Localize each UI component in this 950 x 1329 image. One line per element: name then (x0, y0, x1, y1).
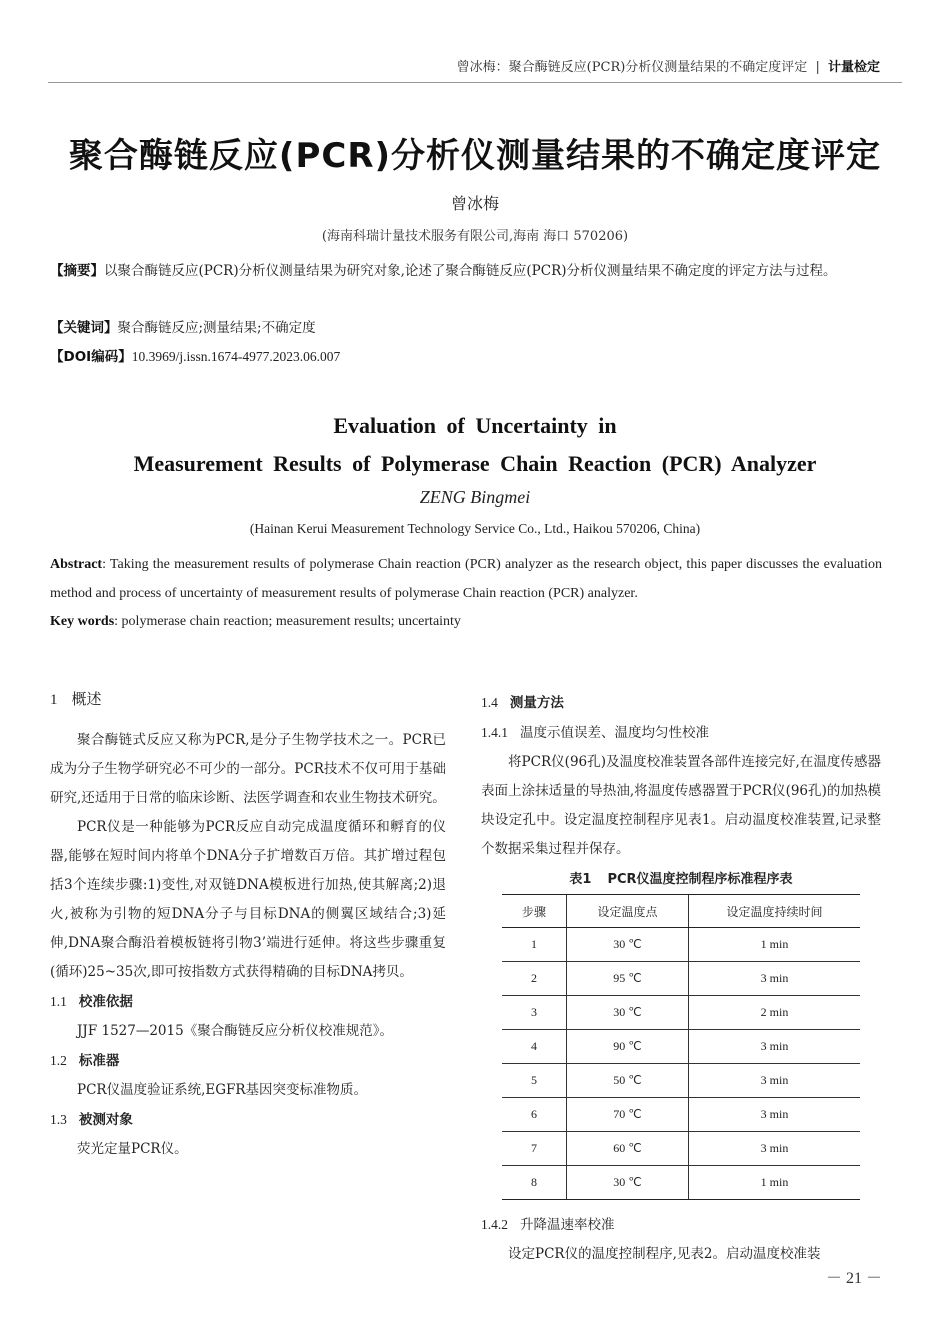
doi (50, 343, 882, 371)
section-1-number: 1 (50, 692, 58, 708)
table-cell-temp: 95 ℃ (567, 962, 689, 996)
table-cell-duration: 3 min (689, 962, 861, 996)
section-1-1-title: 校准依据 (78, 994, 133, 1010)
section-1-4-2-title: 升降温速率校准 (520, 1217, 615, 1233)
table-cell-step: 3 (502, 996, 567, 1030)
section-1-4-2-number: 1.4.2 (481, 1217, 508, 1232)
table-1-title: PCR仪温度控制程序标准程序表 (607, 872, 793, 887)
table-cell-temp: 50 ℃ (567, 1064, 689, 1098)
section-1-4-1-title: 温度示值误差、温度均匀性校准 (520, 725, 709, 741)
section-1-4-1-number: 1.4.1 (481, 725, 508, 740)
title-en (0, 407, 950, 483)
abstract-en-tag: Abstract (50, 557, 103, 572)
keywords-en (50, 607, 882, 636)
section-1-2-heading (50, 1046, 446, 1076)
header-rule (48, 82, 902, 83)
running-head-article: 曾冰梅：聚合酶链反应(PCR)分析仪测量结果的不确定度评定 (456, 60, 808, 75)
section-1-4-2-text: 设定PCR仪的温度控制程序,见表2。启动温度校准装 (508, 1246, 821, 1262)
title-en-line-2: Measurement Results of Polymerase Chain Reaction (PCR) Analyzer (133, 451, 817, 476)
keywords-en-text: : polymerase chain reaction; measurement results; uncertainty (114, 614, 461, 629)
section-1-2-text: PCR仪温度验证系统,EGFR基因突变标准物质。 (77, 1082, 368, 1098)
title-cn: 聚合酶链反应(PCR)分析仪测量结果的不确定度评定 (68, 136, 882, 176)
table-1 (502, 894, 860, 1200)
table-cell-duration: 3 min (689, 1030, 861, 1064)
table-cell-step: 5 (502, 1064, 567, 1098)
section-1-heading (50, 688, 446, 711)
table-row (502, 1132, 860, 1166)
table-cell-duration: 2 min (689, 996, 861, 1030)
table-cell-step: 4 (502, 1030, 567, 1064)
abstract-cn (50, 257, 882, 285)
section-1-1-text: JJF 1527—2015《聚合酶链反应分析仪校准规范》。 (77, 1023, 393, 1039)
table-cell-step: 7 (502, 1132, 567, 1166)
table-cell-step: 6 (502, 1098, 567, 1132)
section-1-2-title: 标准器 (78, 1053, 120, 1069)
table-row (502, 928, 860, 962)
section-1-4-number: 1.4 (481, 695, 498, 710)
doi-text: 10.3969/j.issn.1674-4977.2023.06.007 (131, 349, 341, 364)
section-1-title: 概述 (71, 690, 102, 708)
table-row (502, 1166, 860, 1200)
table-cell-temp: 30 ℃ (567, 996, 689, 1030)
table-row (502, 996, 860, 1030)
title-en-line-1: Evaluation of Uncertainty in (333, 413, 617, 438)
section-1-4-1-text: 将PCR仪(96孔)及温度校准装置各部件连接完好,在温度传感器表面上涂抹适量的导热油,将温度传感器置于PCR仪(96孔)的加热模块设定孔中。设定温度控制程序见表1。启动温度校准装置,记录整个数据采集过程并保存。 (481, 754, 881, 857)
table-cell-duration: 3 min (689, 1064, 861, 1098)
running-head-separator: | (815, 60, 820, 75)
table-cell-duration: 3 min (689, 1132, 861, 1166)
section-1-3-text: 荧光定量PCR仪。 (77, 1141, 188, 1157)
table-1-number: 表1 (569, 872, 592, 887)
running-head (457, 56, 880, 75)
section-1-4-title: 测量方法 (509, 695, 564, 711)
keywords-cn-tag: 【关键词】 (50, 320, 118, 336)
table-row (502, 1098, 860, 1132)
right-column (481, 688, 881, 1269)
section-1-3-number: 1.3 (50, 1112, 67, 1127)
section-1-4-2-heading (481, 1210, 881, 1240)
table-row (502, 1064, 860, 1098)
running-head-column: 计量检定 (827, 60, 880, 75)
table-cell-temp: 60 ℃ (567, 1132, 689, 1166)
section-1-4-1-heading (481, 718, 881, 748)
section-1-4-heading (481, 688, 881, 718)
table-header-step: 步骤 (502, 895, 567, 928)
table-cell-step: 8 (502, 1166, 567, 1200)
overview-paragraph-2: PCR仪是一种能够为PCR反应自动完成温度循环和孵育的仪器,能够在短时间内将单个DNA分子扩增数百万倍。其扩增过程包括3个连续步骤:1)变性,对双链DNA模板进行加热,使其解离;2)退火,被称为引物的短DNA分子与目标DNA的侧翼区域结合;3)延伸,DNA聚合酶沿着模板链将引物3’端进行延伸。将这些步骤重复(循环)25~35次,即可按指数方式获得精确的目标DNA拷贝。 (50, 819, 446, 980)
table-cell-duration: 3 min (689, 1098, 861, 1132)
table-cell-duration: 1 min (689, 928, 861, 962)
table-cell-step: 1 (502, 928, 567, 962)
table-cell-temp: 30 ℃ (567, 928, 689, 962)
doi-tag: 【DOI编码】 (50, 349, 132, 365)
keywords-cn (50, 314, 882, 342)
section-1-2-number: 1.2 (50, 1053, 67, 1068)
section-1-3-heading (50, 1105, 446, 1135)
table-cell-step: 2 (502, 962, 567, 996)
table-cell-temp: 90 ℃ (567, 1030, 689, 1064)
table-cell-duration: 1 min (689, 1166, 861, 1200)
table-header-set-temp: 设定温度点 (567, 895, 689, 928)
affiliation-en: (Hainan Kerui Measurement Technology Service Co., Ltd., Haikou 570206, China) (249, 521, 701, 536)
abstract-cn-tag: 【摘要】 (50, 263, 104, 279)
left-column (50, 688, 446, 1164)
author-cn: 曾冰梅 (450, 194, 499, 213)
table-cell-temp: 30 ℃ (567, 1166, 689, 1200)
section-1-1-number: 1.1 (50, 994, 67, 1009)
section-1-1-heading (50, 987, 446, 1017)
author-en: ZENG Bingmei (419, 487, 531, 507)
abstract-en (50, 550, 882, 608)
overview-paragraph-1: 聚合酶链式反应又称为PCR,是分子生物学技术之一。PCR已成为分子生物学研究必不可少的一部分。PCR技术不仅可用于基础研究,还适用于日常的临床诊断、法医学调查和农业生物技术研究。 (50, 732, 446, 806)
table-cell-temp: 70 ℃ (567, 1098, 689, 1132)
keywords-cn-text: 聚合酶链反应;测量结果;不确定度 (117, 320, 316, 336)
table-header-duration: 设定温度持续时间 (689, 895, 861, 928)
table-header-row (502, 895, 860, 928)
table-row (502, 962, 860, 996)
table-1-caption (481, 866, 881, 894)
page-number: － 21 － (825, 1270, 882, 1287)
table-row (502, 1030, 860, 1064)
keywords-en-tag: Key words (50, 614, 115, 629)
affiliation-cn: (海南科瑞计量技术服务有限公司,海南 海口 570206) (321, 229, 629, 244)
abstract-en-text: : Taking the measurement results of polymerase Chain reaction (PCR) analyzer as the research object, this paper discusses the evaluation method and process of uncertainty of measurement results of polymerase Chain reaction (PCR) analyzer. (50, 557, 882, 601)
section-1-3-title: 被测对象 (78, 1112, 133, 1128)
abstract-cn-text: 以聚合酶链反应(PCR)分析仪测量结果为研究对象,论述了聚合酶链反应(PCR)分析仪测量结果不确定度的评定方法与过程。 (104, 263, 837, 279)
